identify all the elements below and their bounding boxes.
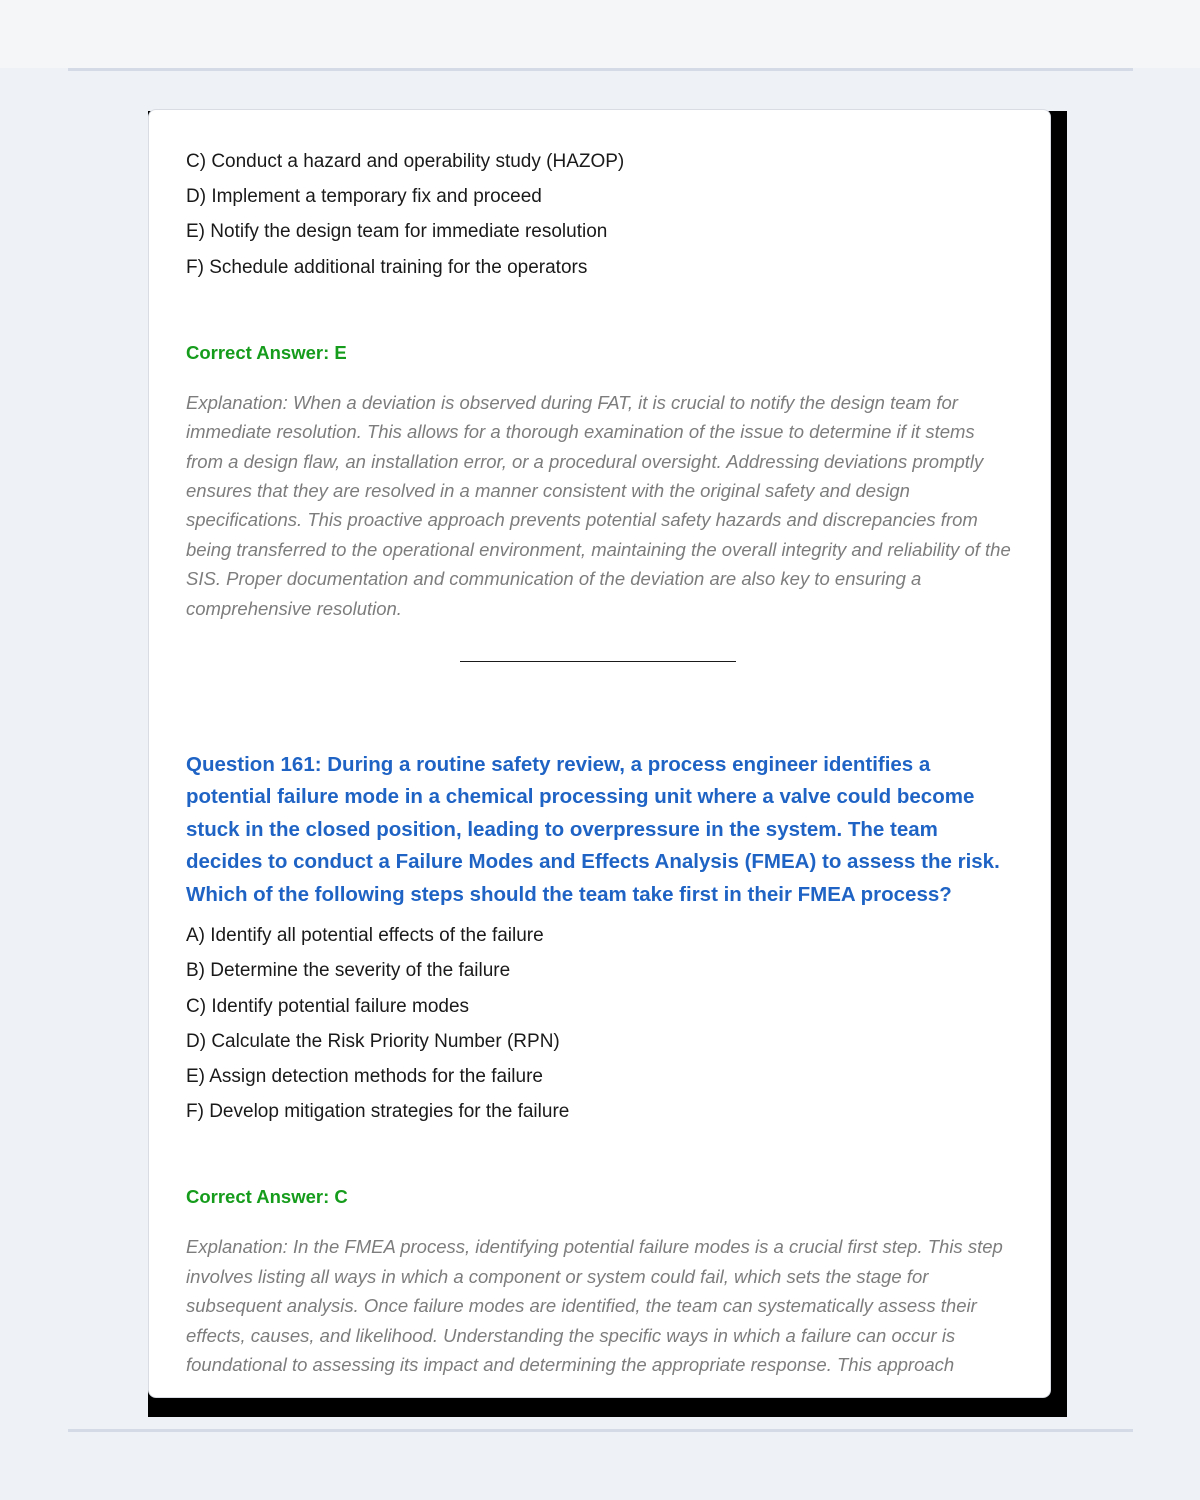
option-a: A) Identify all potential effects of the failure xyxy=(186,925,544,947)
option-d: D) Implement a temporary fix and proceed xyxy=(186,186,542,208)
option-c: C) Conduct a hazard and operability study (HAZOP) xyxy=(186,151,625,172)
correct-answer: Correct Answer: C xyxy=(186,1186,348,1208)
top-rule xyxy=(68,68,1133,71)
correct-answer: Correct Answer: E xyxy=(186,341,347,363)
page-content xyxy=(186,144,1016,1379)
bottom-rule xyxy=(68,1429,1133,1432)
option-f: F) Develop mitigation strategies for the failure xyxy=(186,1101,570,1123)
question-161: Question 161: During a routine safety review, a process engineer identifies a potential failure mode in a chemical processing unit where a valve could become stuck in the closed position, leading to overpressure in the system. The team decides to conduct a Failure Modes and Effects Analysis (FMEA) to assess the risk. Which of the following steps should the team take first in their FMEA process? xyxy=(186,753,1000,906)
option-e: E) Notify the design team for immediate resolution xyxy=(186,221,608,243)
option-d: D) Calculate the Risk Priority Number (RPN) xyxy=(186,1030,560,1052)
viewer-top-bar xyxy=(0,0,1200,68)
option-f: F) Schedule additional training for the operators xyxy=(186,256,588,278)
option-b: B) Determine the severity of the failure xyxy=(186,960,511,982)
document-page xyxy=(148,109,1051,1398)
option-e: E) Assign detection methods for the failure xyxy=(186,1065,543,1087)
option-c: C) Identify potential failure modes xyxy=(186,995,470,1017)
explanation-text: Explanation: When a deviation is observed during FAT, it is crucial to notify the design team for immediate resolution. This allows for a thorough examination of the issue to determine if it stems from a design flaw, an installation error, or a procedural oversight. Addressing deviations promptly ensures that they are resolved in a manner consistent with the original safety and design specifications. This proactive approach prevents potential safety hazards and discrepancies from being transferred to the operational environment, maintaining the overall integrity and reliability of the SIS. Proper documentation and communication of the deviation are also key to ensuring a comprehensive resolution. xyxy=(186,391,1011,619)
explanation-text: Explanation: In the FMEA process, identifying potential failure modes is a crucial first step. This step involves listing all ways in which a component or system could fail, which sets the stage for subsequent analysis. Once failure modes are identified, the team can systematically assess their effects, causes, and likelihood. Understanding the specific ways in which a failure can occur is foundational to assessing its impact and determining the appropriate response. This approach xyxy=(186,1236,1003,1375)
previous-question-options xyxy=(186,144,1016,285)
question-161-options xyxy=(186,918,1016,1129)
